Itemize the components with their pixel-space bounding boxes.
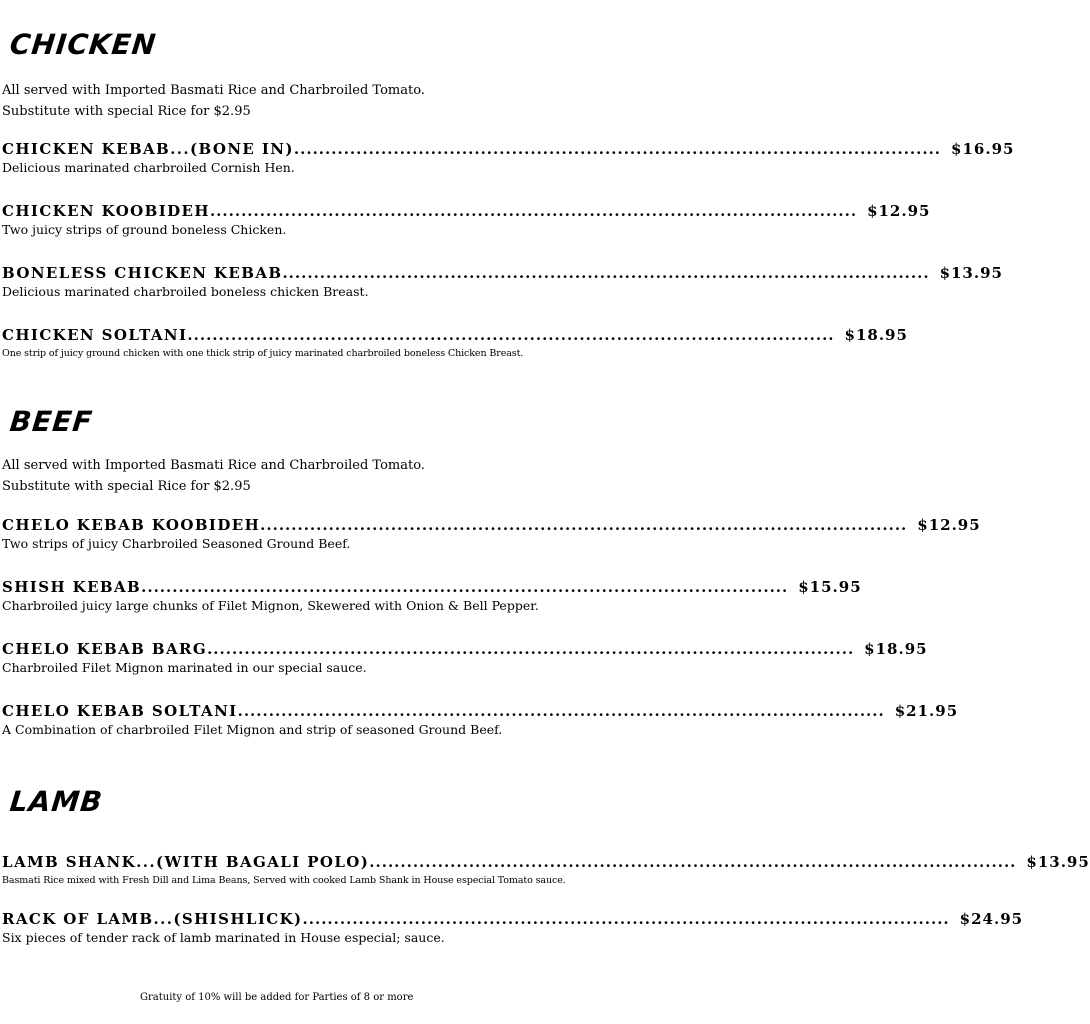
item-name: CHELO KEBAB SOLTANI xyxy=(2,702,238,720)
item-name: SHISH KEBAB xyxy=(2,578,142,596)
item-description: Delicious marinated charbroiled Cornish Hen. xyxy=(2,160,295,175)
item-name: CHICKEN SOLTANI xyxy=(2,326,188,344)
section-intro-beef xyxy=(2,455,425,497)
dot-leader: ........................................................................................................ xyxy=(187,326,835,344)
dot-leader: ........................................................................................................ xyxy=(302,910,950,928)
item-price: $13.95 xyxy=(939,264,1003,282)
intro-line: All served with Imported Basmati Rice and Charbroiled Tomato. xyxy=(2,83,425,98)
menu-item xyxy=(2,138,1015,177)
item-price: $12.95 xyxy=(867,202,931,220)
item-name: CHICKEN KOOBIDEH xyxy=(2,202,210,220)
item-price: $15.95 xyxy=(798,578,862,596)
dot-leader: ........................................................................................................ xyxy=(237,702,885,720)
item-price: $13.95 xyxy=(1026,853,1090,871)
item-description: One strip of juicy ground chicken with one thick strip of juicy marinated charbroiled boneless Chicken Breast. xyxy=(2,348,524,359)
menu-item xyxy=(2,638,928,677)
item-description: Charbroiled juicy large chunks of Filet Mignon, Skewered with Onion & Bell Pepper. xyxy=(2,598,539,613)
section-intro-chicken xyxy=(2,80,425,122)
menu-item xyxy=(2,908,1024,947)
item-price: $21.95 xyxy=(894,702,959,720)
gratuity-note: Gratuity of 10% will be added for Parties of 8 or more xyxy=(140,992,414,1003)
item-name: RACK OF LAMB...(SHISHLICK) xyxy=(2,910,303,928)
item-price: $16.95 xyxy=(951,140,1015,158)
section-title-beef: BEEF xyxy=(8,405,95,438)
item-name: BONELESS CHICKEN KEBAB xyxy=(2,264,283,282)
dot-leader: ........................................................................................................ xyxy=(209,202,858,220)
dot-leader: ........................................................................................................ xyxy=(207,640,855,658)
dot-leader: ........................................................................................................ xyxy=(282,264,930,282)
menu-item xyxy=(2,200,931,239)
item-description: Two strips of juicy Charbroiled Seasoned Ground Beef. xyxy=(2,536,351,551)
item-description: Basmati Rice mixed with Fresh Dill and Lima Beans, Served with cooked Lamb Shank in House especial Tomato sauce. xyxy=(2,875,566,886)
item-price: $18.95 xyxy=(864,640,928,658)
item-price: $12.95 xyxy=(917,516,981,534)
section-title-chicken: CHICKEN xyxy=(8,28,159,61)
dot-leader: ........................................................................................................ xyxy=(369,853,1017,871)
dot-leader: ........................................................................................................ xyxy=(141,578,789,596)
dot-leader: ........................................................................................................ xyxy=(293,140,942,158)
item-description: Delicious marinated charbroiled boneless chicken Breast. xyxy=(2,284,369,299)
item-description: Six pieces of tender rack of lamb marinated in House especial; sauce. xyxy=(2,930,445,945)
item-description: A Combination of charbroiled Filet Mignon and strip of seasoned Ground Beef. xyxy=(2,722,503,737)
item-description: Charbroiled Filet Mignon marinated in our special sauce. xyxy=(2,660,367,675)
item-name: CHICKEN KEBAB...(BONE IN) xyxy=(2,140,294,158)
intro-line: All served with Imported Basmati Rice and Charbroiled Tomato. xyxy=(2,458,425,473)
item-name: CHELO KEBAB KOOBIDEH xyxy=(2,516,261,534)
menu-item xyxy=(2,324,908,363)
item-price: $24.95 xyxy=(959,910,1024,928)
item-name: CHELO KEBAB BARG xyxy=(2,640,208,658)
menu-item xyxy=(2,262,1003,301)
dot-leader: ........................................................................................................ xyxy=(260,516,908,534)
menu-item xyxy=(2,514,981,553)
menu-item xyxy=(2,851,1090,890)
intro-line: Substitute with special Rice for $2.95 xyxy=(2,479,251,494)
item-name: LAMB SHANK...(WITH BAGALI POLO) xyxy=(2,853,370,871)
menu-item xyxy=(2,700,959,739)
section-title-lamb: LAMB xyxy=(8,785,105,818)
menu-item xyxy=(2,576,862,615)
item-price: $18.95 xyxy=(844,326,908,344)
item-description: Two juicy strips of ground boneless Chicken. xyxy=(2,222,287,237)
intro-line: Substitute with special Rice for $2.95 xyxy=(2,104,251,119)
cropped-page-heading xyxy=(296,0,436,6)
